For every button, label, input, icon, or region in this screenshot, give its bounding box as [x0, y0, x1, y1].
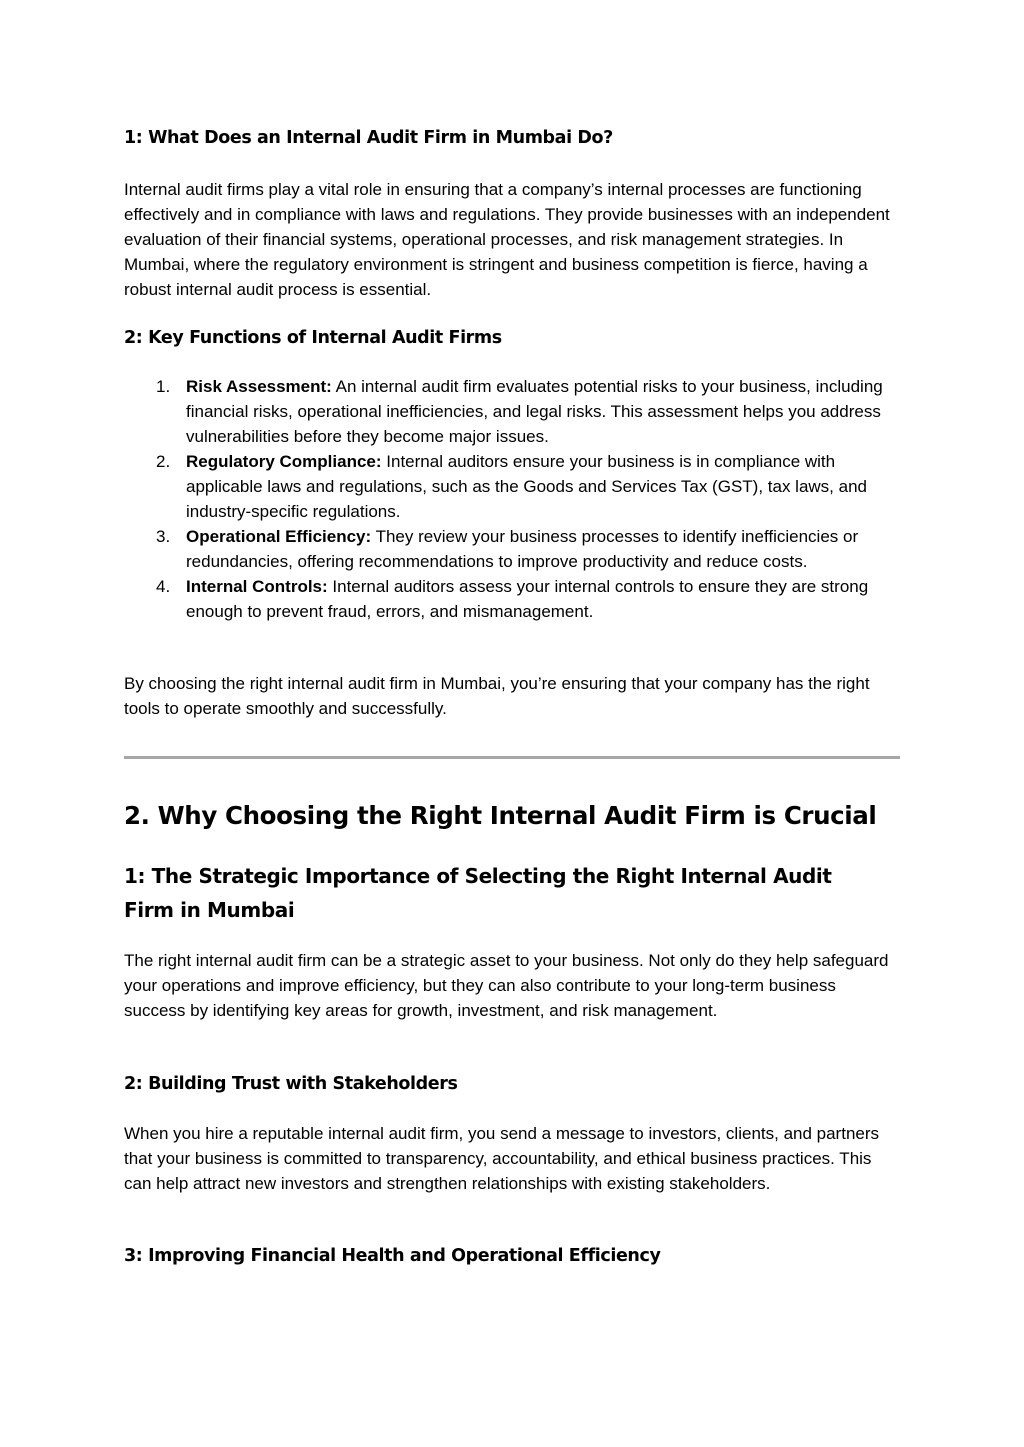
list-item-term: Risk Assessment:	[186, 377, 332, 396]
list-item-term: Operational Efficiency:	[186, 527, 372, 546]
chapter-title: 2. Why Choosing the Right Internal Audit Firm is Crucial	[124, 801, 877, 830]
list-item-number: 1.	[156, 377, 171, 396]
list-item-text: Internal auditors ensure your business is in compliance with applicable laws and regulations, such as the Goods and Services Tax (GST), tax laws, and industry-specific regulations.	[186, 452, 867, 521]
section-heading-key-functions: 2: Key Functions of Internal Audit Firms	[124, 328, 502, 348]
list-item-number: 2.	[156, 452, 171, 471]
list-item-text: They review your business processes to identify inefficiencies or redundancies, offering recommendations to improve productivity and reduce costs.	[186, 527, 859, 571]
horizontal-divider	[124, 756, 900, 759]
list-item	[124, 524, 900, 574]
section-heading-what-firms-do: 1: What Does an Internal Audit Firm in Mumbai Do?	[124, 128, 613, 148]
list-item-term: Regulatory Compliance:	[186, 452, 382, 471]
list-item	[124, 574, 900, 624]
paragraph-what-firms-do: Internal audit firms play a vital role in ensuring that a company’s internal processes are functioning effectively and in compliance with laws and regulations. They provide businesses with an independent evaluation of their financial systems, operational processes, and risk management strategies. In Mumbai, where the regulatory environment is stringent and business competition is fierce, having a robust internal audit process is essential.	[124, 180, 890, 299]
list-item-text: An internal audit firm evaluates potential risks to your business, including financial risks, operational inefficiencies, and legal risks. This assessment helps you address vulnerabilities before they become major issues.	[186, 377, 883, 446]
section-heading-building-trust: 2: Building Trust with Stakeholders	[124, 1074, 458, 1094]
list-item-number: 4.	[156, 577, 171, 596]
list-item	[124, 449, 900, 524]
paragraph-building-trust: When you hire a reputable internal audit firm, you send a message to investors, clients, and partners that your business is committed to transparency, accountability, and ethical business practices. This can help attract new investors and strengthen relationships with existing stakeholders.	[124, 1124, 880, 1193]
key-functions-list	[124, 374, 900, 624]
section-heading-improving-financial-health: 3: Improving Financial Health and Operational Efficiency	[124, 1246, 661, 1266]
section-heading-strategic-importance: 1: The Strategic Importance of Selecting the Right Internal Audit Firm in Mumbai	[124, 864, 832, 922]
paragraph-closing: By choosing the right internal audit firm in Mumbai, you’re ensuring that your company has the right tools to operate smoothly and successfully.	[124, 674, 870, 718]
paragraph-strategic-importance: The right internal audit firm can be a strategic asset to your business. Not only do they help safeguard your operations and improve efficiency, but they can also contribute to your long-term business success by identifying key areas for growth, investment, and risk management.	[124, 951, 889, 1020]
list-item-term: Internal Controls:	[186, 577, 328, 596]
list-item-text: Internal auditors assess your internal controls to ensure they are strong enough to prevent fraud, errors, and mismanagement.	[186, 577, 869, 621]
list-item-number: 3.	[156, 527, 171, 546]
list-item	[124, 374, 900, 449]
